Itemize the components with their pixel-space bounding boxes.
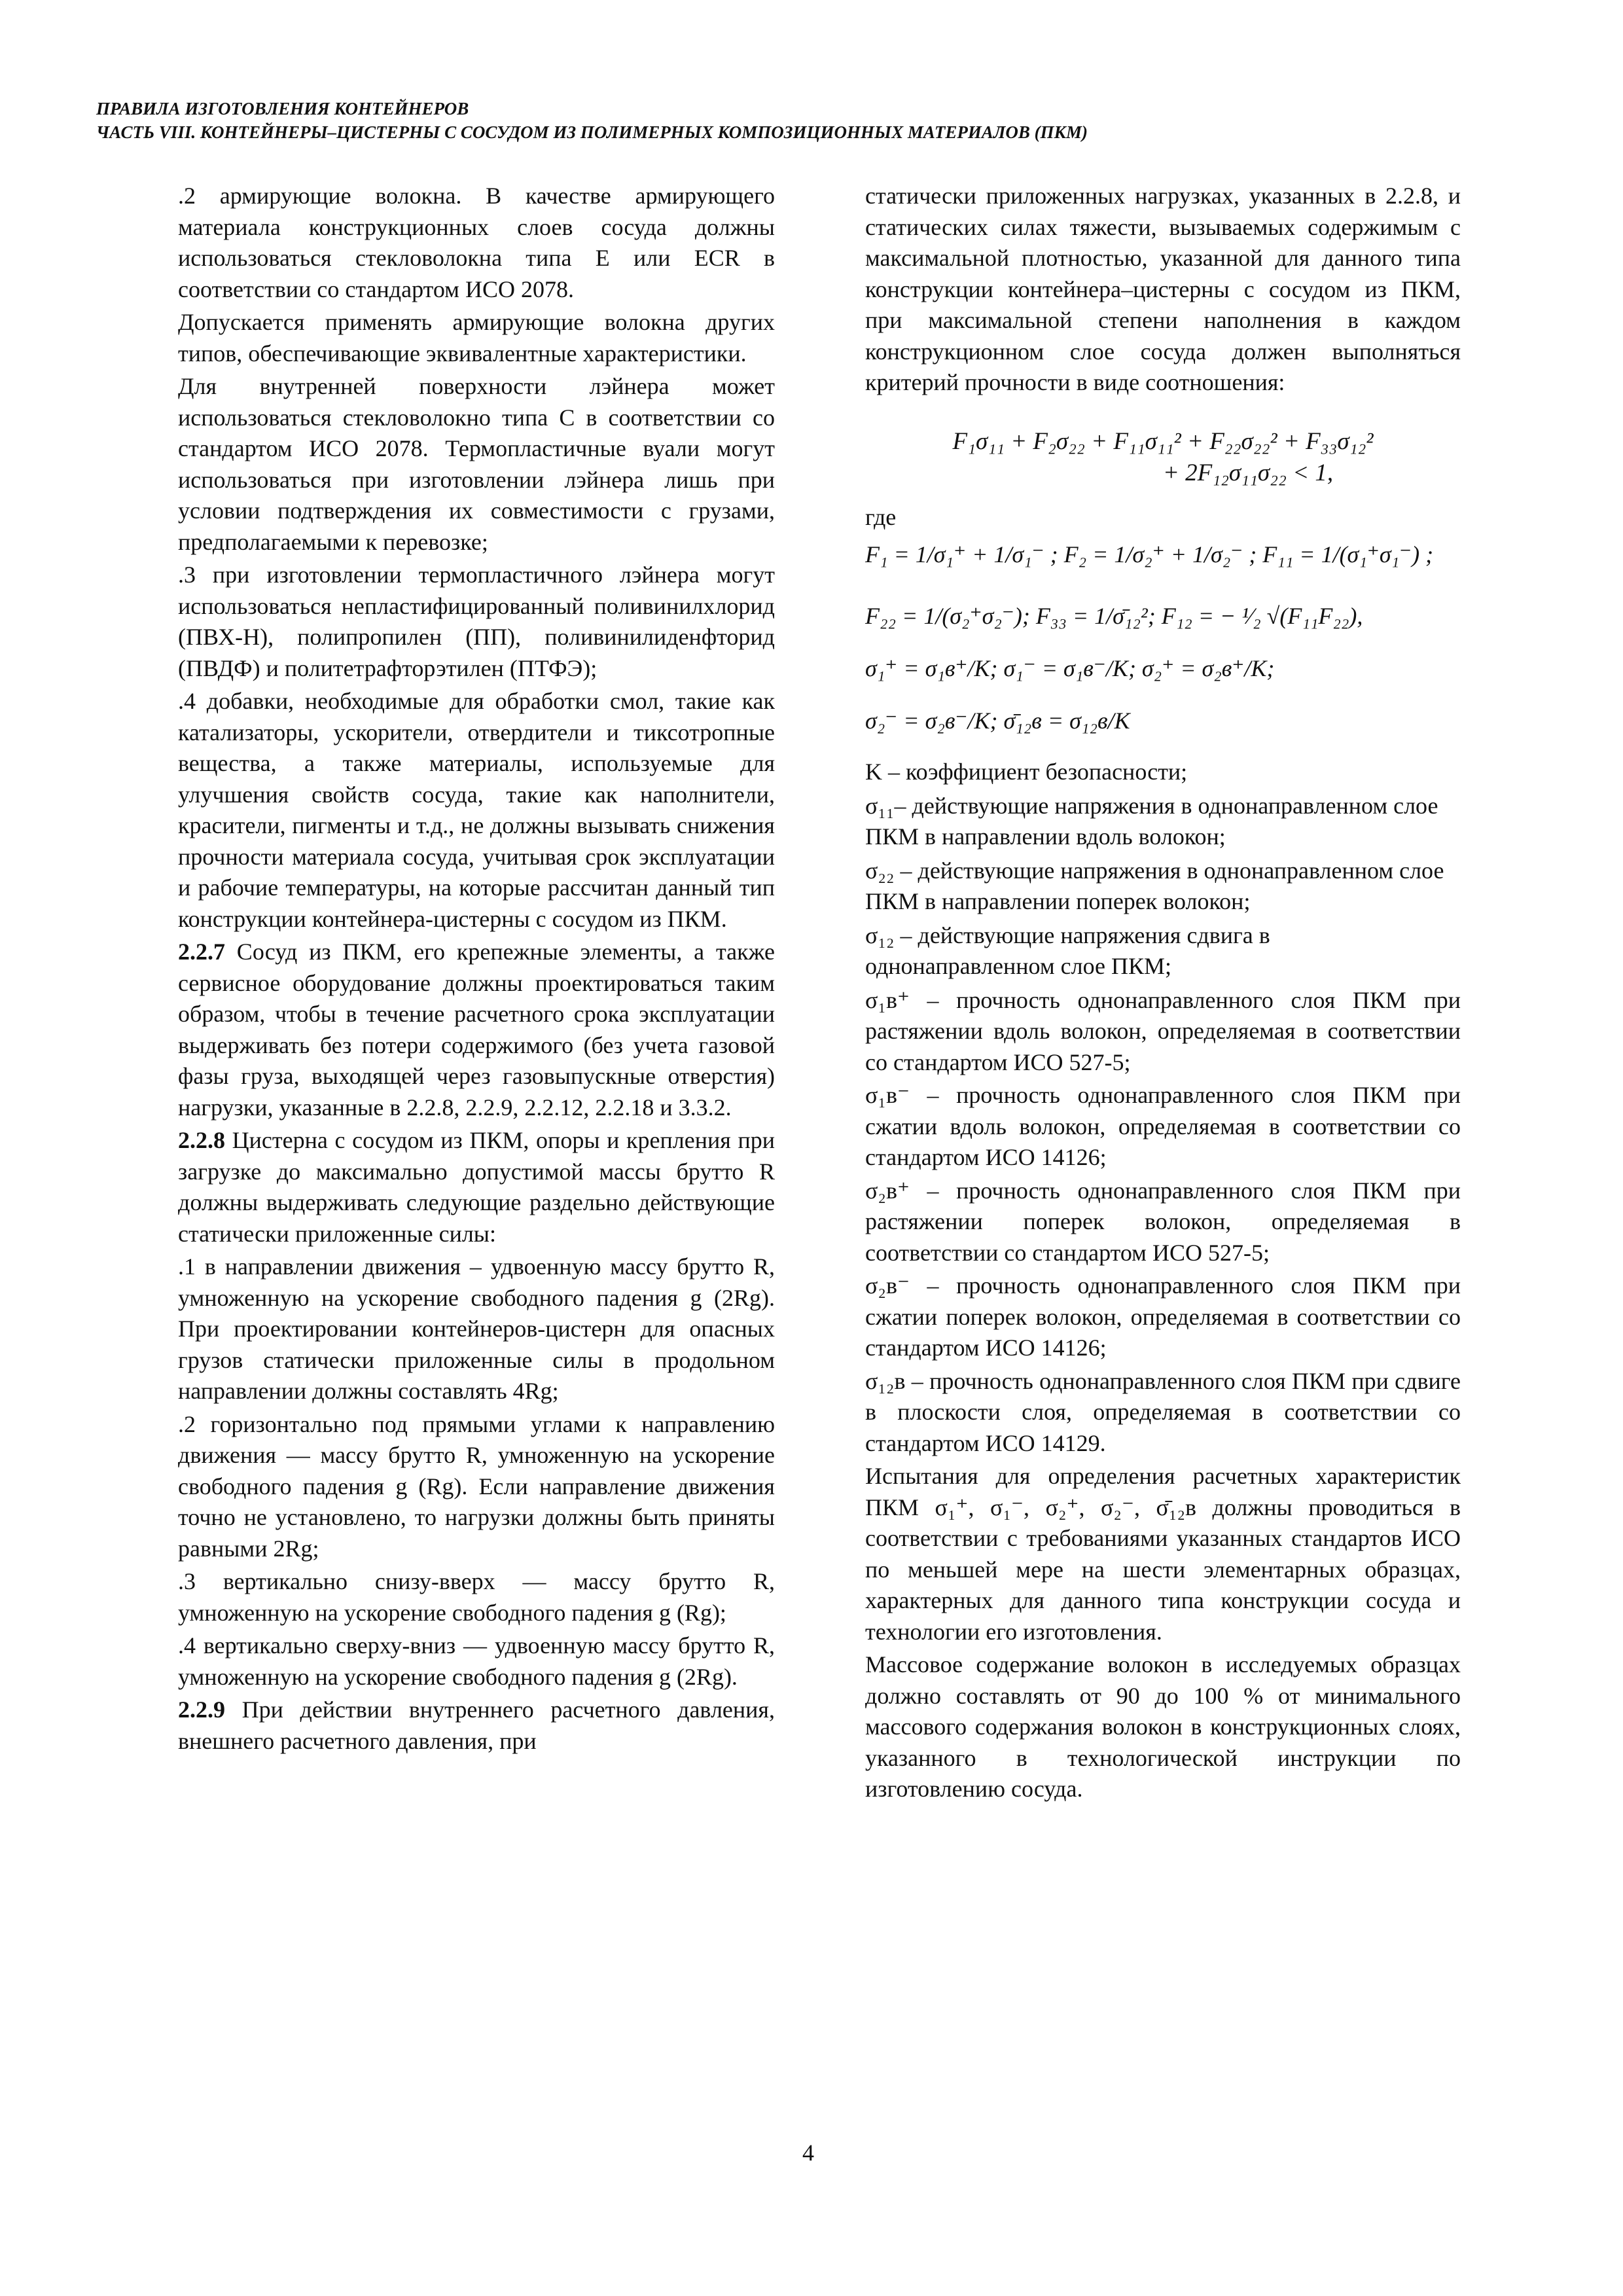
paragraph-load-vertical-down: .4 вертикально сверху-вниз — удвоенную массу брутто R, умноженную на ускорение свободного падения g (2Rg).: [178, 1632, 775, 1690]
header-part-title: ЧАСТЬ VIII. КОНТЕЙНЕРЫ–ЦИСТЕРНЫ С СОСУДОМ ИЗ ПОЛИМЕРНЫХ КОМПОЗИЦИОННЫХ МАТЕРИАЛОВ (ПКМ): [96, 122, 1088, 142]
strength-criterion-formula: [865, 426, 1461, 489]
formula-line-1: F₁σ₁₁ + F₂σ₂₂ + F₁₁σ₁₁² + F₂₂σ₂₂² + F₃₃σ₁₂²: [952, 427, 1374, 455]
formula-line-2: + 2F₁₂σ₁₁σ₂₂ < 1,: [1162, 459, 1334, 486]
definition-sigma-2b-minus: σ₂в⁻ – прочность однонаправленного слоя ПКМ при сжатии поперек волокон, определяемая в соответствии со стандартом ИСО 14126;: [865, 1272, 1461, 1361]
coefficients-line-2: F₂₂ = 1/(σ₂⁺σ₂⁻); F₃₃ = 1/σ̄₁₂²; F₁₂ = − ¹⁄₂ √(F₁₁F₂₂),: [865, 603, 1363, 629]
paragraph-additives: .4 добавки, необходимые для обработки смол, такие как катализаторы, ускорители, отвердители и тиксотропные вещества, а также материалы, используемые для улучшения свойств сосуда, такие как наполнители, красители, пигменты и т.д., не должны вызывать снижения прочности материала сосуда, учитывая срок эксплуатации и рабочие температуры, на которые рассчитан данный тип конструкции контейнера-цистерны с сосудом из ПКМ.: [178, 688, 775, 932]
definition-sigma-2b-plus: σ₂в⁺ – прочность однонаправленного слоя ПКМ при растяжении поперек волокон, определяемая в соответствии со стандартом ИСО 527-5;: [865, 1177, 1461, 1266]
paragraph-strength-criterion: статически приложенных нагрузках, указанных в 2.2.8, и статических силах тяжести, вызываемых содержимым с максимальной плотностью, указанной для данного типа конструкции контейнера–цистерны с сосудом из ПКМ, при максимальной степени наполнения в каждом конструкционном слое сосуда должен выполняться критерий прочности в виде соотношения:: [865, 183, 1461, 395]
left-column: [178, 181, 775, 1759]
definition-sigma-12: σ₁₂ – действующие напряжения сдвига в однонаправленном слое ПКМ;: [865, 922, 1270, 979]
coefficients-line-1: F₁ = 1/σ₁⁺ + 1/σ₁⁻ ; F₂ = 1/σ₂⁺ + 1/σ₂⁻ ; F₁₁ = 1/(σ₁⁺σ₁⁻) ;: [865, 541, 1434, 567]
clause-number: 2.2.9: [178, 1696, 225, 1723]
right-column: [865, 181, 1461, 1807]
definition-sigma-11: σ₁₁– действующие напряжения в однонаправленном слое ПКМ в направлении вдоль волокон;: [865, 792, 1438, 850]
definition-safety-factor: K – коэффициент безопасности;: [865, 759, 1188, 785]
definition-sigma-22: σ₂₂ – действующие напряжения в однонаправленном слое ПКМ в направлении поперек волокон;: [865, 857, 1444, 914]
paragraph-fiber-content: Массовое содержание волокон в исследуемых образцах должно составлять от 90 до 100 % от минимального массового содержания волокон в конструкционных слоях, указанного в технологической инструкции по изготовлению сосуда.: [865, 1651, 1461, 1802]
paragraph-liner-surface: Для внутренней поверхности лэйнера может использоваться стекловолокно типа C в соответствии со стандартом ИСО 2078. Термопластичные вуали могут использоваться при изготовлении лэйнера лишь при условии подтверждения их совместимости с грузами, предполагаемыми к перевозке;: [178, 373, 775, 555]
definition-sigma-12b: σ₁₂в – прочность однонаправленного слоя ПКМ при сдвиге в плоскости слоя, определяемая в соответствии со стандартом ИСО 14129.: [865, 1367, 1461, 1456]
paragraph-load-longitudinal: .1 в направлении движения – удвоенную массу брутто R, умноженную на ускорение свободного падения g (2Rg). При проектировании контейнеров-цистерн для опасных грузов статически приложенные силы в продольном направлении должны составлять 4Rg;: [178, 1253, 775, 1404]
clause-number: 2.2.7: [178, 939, 225, 965]
paragraph-2-2-7: [178, 937, 775, 1123]
paragraph-load-transverse: .2 горизонтально под прямыми углами к направлению движения — массу брутто R, умноженную на ускорение свободного падения g (Rg). Если направление движения точно не установлено, то нагрузки должны быть приняты равными 2Rg;: [178, 1410, 775, 1562]
running-header: [96, 97, 1536, 144]
paragraph-reinforcing-fibers: .2 армирующие волокна. В качестве армирующего материала конструкционных слоев сосуда должны использоваться стекловолокна типа E или ECR в соответствии со стандартом ИСО 2078.: [178, 183, 775, 302]
definition-sigma-1b-minus: σ₁в⁻ – прочность однонаправленного слоя ПКМ при сжатии вдоль волокон, определяемая в соответствии со стандартом ИСО 14126;: [865, 1082, 1461, 1170]
where-label: где: [865, 503, 897, 530]
allowable-stress-line-2: σ₂⁻ = σ₂в⁻/K; σ̄₁₂в = σ₁₂в/K: [865, 708, 1130, 734]
header-rules-title: ПРАВИЛА ИЗГОТОВЛЕНИЯ КОНТЕЙНЕРОВ: [96, 99, 469, 118]
clause-number: 2.2.8: [178, 1127, 225, 1153]
paragraph-other-fibers: Допускается применять армирующие волокна других типов, обеспечивающие эквивалентные характеристики.: [178, 309, 775, 367]
paragraph-testing: Испытания для определения расчетных характеристик ПКМ σ₁⁺, σ₁⁻, σ₂⁺, σ₂⁻, σ̄₁₂в должны проводиться в соответствии с требованиями указанных стандартов ИСО по меньшей мере на шести элементарных образцах, характерных для данного типа конструкции сосуда и технологии его изготовления.: [865, 1463, 1461, 1645]
paragraph-thermoplastic-liner: .3 при изготовлении термопластичного лэйнера могут использоваться непластифицированный поливинилхлорид (ПВХ-Н), полипропилен (ПП), поливинилиденфторид (ПВДФ) и политетрафторэтилен (ПТФЭ);: [178, 562, 775, 681]
paragraph-2-2-8: [178, 1125, 775, 1249]
allowable-stress-line-1: σ₁⁺ = σ₁в⁺/K; σ₁⁻ = σ₁в⁻/K; σ₂⁺ = σ₂в⁺/K;: [865, 655, 1275, 681]
paragraph-load-vertical-up: .3 вертикально снизу-вверх — массу брутто R, умноженную на ускорение свободного падения g (Rg);: [178, 1568, 775, 1626]
clause-text: Сосуд из ПКМ, его крепежные элементы, а также сервисное оборудование должны проектироваться таким образом, чтобы в течение расчетного срока эксплуатации выдерживать без потери содержимого (без учета газовой фазы груза, выходящей через газовыпускные отверстия) нагрузки, указанные в 2.2.8, 2.2.9, 2.2.12, 2.2.18 и 3.3.2.: [178, 939, 775, 1121]
clause-text: Цистерна с сосудом из ПКМ, опоры и крепления при загрузке до максимально допустимой массы брутто R должны выдерживать следующие раздельно действующие статически приложенные силы:: [178, 1127, 775, 1247]
page-number: 4: [802, 2140, 814, 2166]
paragraph-2-2-9: [178, 1695, 775, 1757]
definition-sigma-1b-plus: σ₁в⁺ – прочность однонаправленного слоя ПКМ при растяжении вдоль волокон, определяемая в соответствии со стандартом ИСО 527-5;: [865, 986, 1461, 1075]
clause-text: При действии внутреннего расчетного давления, внешнего расчетного давления, при: [178, 1696, 775, 1754]
